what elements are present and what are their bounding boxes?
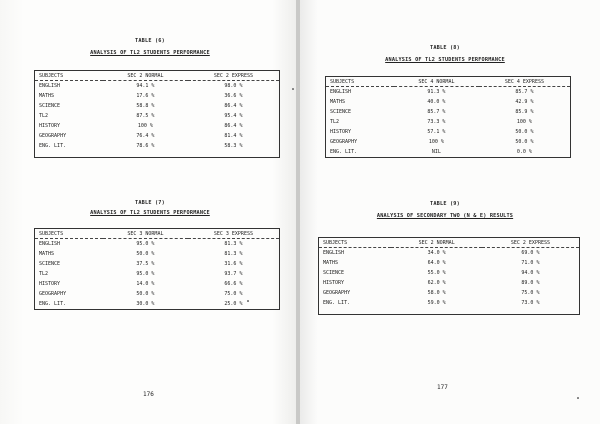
table-row [319,248,580,259]
subject-cell: ENG. LIT. [330,149,358,155]
express-cell: 50.0 % [515,139,534,145]
express-cell: 69.0 % [521,250,540,256]
table-header-row [319,238,580,248]
table-row [35,91,280,101]
right-page-number: 177 [437,384,448,391]
subject-cell: GEOGRAPHY [39,291,67,297]
express-cell: 25.0 % [224,301,243,307]
table-9-caption: TABLE (9) [430,201,460,207]
express-cell: 75.0 % [224,291,243,297]
table-row [35,249,280,259]
right-page [300,0,600,424]
subject-cell: GEOGRAPHY [330,139,358,145]
table-row [35,121,280,131]
express-cell: 42.9 % [515,99,534,105]
normal-cell: 95.0 % [136,241,155,247]
table-row [35,81,280,92]
express-cell: 89.0 % [521,280,540,286]
subject-cell: HISTORY [39,281,61,287]
table-row [35,131,280,141]
normal-cell: NIL [431,149,441,155]
normal-cell: 40.0 % [427,99,446,105]
subject-cell: TL2 [39,271,49,277]
subject-cell: SCIENCE [323,270,345,276]
table-7 [34,228,280,310]
normal-cell: 55.0 % [427,270,446,276]
table-header-row [35,229,280,239]
normal-cell: 62.0 % [427,280,446,286]
express-cell: 36.6 % [224,93,243,99]
table-row [35,141,280,151]
express-cell: 66.6 % [224,281,243,287]
normal-cell: 94.1 % [136,83,155,89]
normal-cell: 34.0 % [427,250,446,256]
express-cell: 81.3 % [224,241,243,247]
table-row [319,278,580,288]
table-row [35,111,280,121]
table-row [326,127,571,137]
normal-cell: 50.0 % [136,291,155,297]
table-6-subtitle: ANALYSIS OF TL2 STUDENTS PERFORMANCE [90,50,210,56]
subject-cell: GEOGRAPHY [39,133,67,139]
normal-cell: 58.8 % [136,103,155,109]
subject-cell: TL2 [39,113,49,119]
header-express: SEC 2 EXPRESS [482,238,580,248]
subject-cell: ENGLISH [39,83,61,89]
header-subjects: SUBJECTS [326,77,394,87]
normal-cell: 17.6 % [136,93,155,99]
scan-speck [577,397,579,399]
header-express: SEC 2 EXPRESS [188,71,280,81]
normal-cell: 85.7 % [427,109,446,115]
express-cell: 81.4 % [224,133,243,139]
table-row [326,147,571,158]
table-6-caption: TABLE (6) [135,38,165,44]
subject-cell: ENG. LIT. [39,143,67,149]
express-cell: 58.3 % [224,143,243,149]
table-row [35,101,280,111]
express-cell: 75.0 % [521,290,540,296]
express-cell: 98.0 % [224,83,243,89]
table-8-subtitle: ANALYSIS OF TL2 STUDENTS PERFORMANCE [385,57,505,63]
table-row [35,289,280,299]
table-row [319,268,580,278]
subject-cell: TL2 [330,119,340,125]
normal-cell: 64.0 % [427,260,446,266]
header-subjects: SUBJECTS [35,229,103,239]
subject-cell: SCIENCE [330,109,352,115]
normal-cell: 78.6 % [136,143,155,149]
table-9-subtitle: ANALYSIS OF SECONDARY TWO (N & E) RESULTS [376,213,514,219]
express-cell: 71.0 % [521,260,540,266]
table-row [326,107,571,117]
subject-cell: MATHS [39,251,55,257]
express-cell: 0.0 % [516,149,532,155]
table-7-caption: TABLE (7) [135,200,165,206]
header-normal: SEC 4 NORMAL [394,77,479,87]
normal-cell: 95.0 % [136,271,155,277]
table-row [326,117,571,127]
normal-cell: 100 % [428,139,444,145]
express-cell: 100 % [516,119,532,125]
normal-cell: 76.4 % [136,133,155,139]
scan-speck [292,88,294,90]
header-normal: SEC 2 NORMAL [103,71,188,81]
subject-cell: ENGLISH [323,250,345,256]
subject-cell: HISTORY [39,123,61,129]
table-row [319,288,580,298]
normal-cell: 30.0 % [136,301,155,307]
table-header-row [35,71,280,81]
subject-cell: SCIENCE [39,103,61,109]
header-normal: SEC 2 NORMAL [391,238,481,248]
normal-cell: 57.1 % [427,129,446,135]
table-8-caption: TABLE (8) [430,45,460,51]
header-normal: SEC 3 NORMAL [103,229,188,239]
header-subjects: SUBJECTS [319,238,392,248]
express-cell: 93.7 % [224,271,243,277]
subject-cell: HISTORY [330,129,352,135]
express-cell: 31.6 % [224,261,243,267]
table-row [319,258,580,268]
express-cell: 73.0 % [521,300,540,306]
subject-cell: ENGLISH [39,241,61,247]
normal-cell: 100 % [137,123,153,129]
subject-cell: MATHS [330,99,346,105]
subject-cell: ENGLISH [330,89,352,95]
express-cell: 86.4 % [224,123,243,129]
table-row [326,137,571,147]
table-row [319,298,580,308]
table-spacer [319,308,580,315]
table-7-subtitle: ANALYSIS OF TL2 STUDENTS PERFORMANCE [90,210,210,216]
express-cell: 86.4 % [224,103,243,109]
subject-cell: MATHS [323,260,339,266]
header-express: SEC 3 EXPRESS [188,229,280,239]
normal-cell: 58.0 % [427,290,446,296]
subject-cell: MATHS [39,93,55,99]
table-9 [318,237,580,315]
normal-cell: 87.5 % [136,113,155,119]
normal-cell: 14.0 % [136,281,155,287]
table-6 [34,70,280,158]
left-page-number: 176 [143,391,154,398]
express-cell: 85.9 % [515,109,534,115]
table-header-row [326,77,571,87]
table-row [35,299,280,310]
header-subjects: SUBJECTS [35,71,103,81]
table-row [326,87,571,98]
table-spacer [35,151,280,158]
express-cell: 81.3 % [224,251,243,257]
normal-cell: 37.5 % [136,261,155,267]
normal-cell: 59.0 % [427,300,446,306]
table-row [35,269,280,279]
normal-cell: 91.3 % [427,89,446,95]
subject-cell: GEOGRAPHY [323,290,351,296]
normal-cell: 50.0 % [136,251,155,257]
express-cell: 94.0 % [521,270,540,276]
table-row [326,97,571,107]
header-express: SEC 4 EXPRESS [479,77,571,87]
express-cell: 85.7 % [515,89,534,95]
table-row [35,279,280,289]
subject-cell: ENG. LIT. [39,301,67,307]
express-cell: 50.0 % [515,129,534,135]
table-8 [325,76,571,158]
subject-cell: ENG. LIT. [323,300,351,306]
table-row [35,259,280,269]
subject-cell: HISTORY [323,280,345,286]
normal-cell: 73.3 % [427,119,446,125]
express-cell: 95.4 % [224,113,243,119]
scan-speck [247,300,249,302]
table-row [35,239,280,250]
subject-cell: SCIENCE [39,261,61,267]
